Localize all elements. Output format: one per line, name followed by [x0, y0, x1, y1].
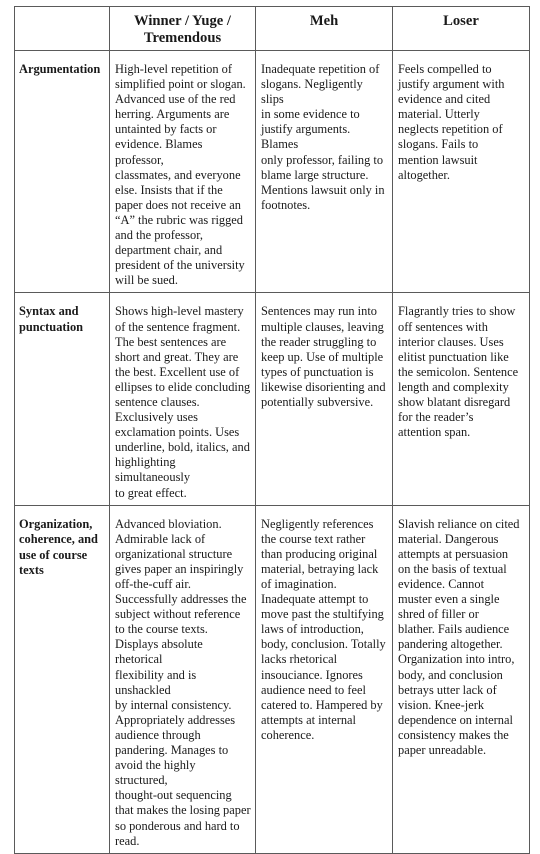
row-header-argumentation: Argumentation [15, 51, 110, 293]
cell-argumentation-winner: High-level repetition of simplified point or slogan. Advanced use of the red herring. Arguments are untainted by facts or evidence. Blames professor, classmates, and everyone else. Insists that if the paper does not receive an “A” the rubric was rigged and the professor, department chair, and president of the university will be sued. [110, 51, 256, 293]
table-row-argumentation [15, 51, 530, 293]
cell-syntax-loser: Flagrantly tries to show off sentences with interior clauses. Uses elitist punctuation like the semicolon. Sentence length and complexity show blatant disregard for the reader’s attention span. [393, 293, 530, 505]
row-header-syntax: Syntax and punctuation [15, 293, 110, 505]
cell-syntax-meh: Sentences may run into multiple clauses, leaving the reader struggling to keep up. Use of multiple types of punctuation is likewise disorienting and potentially subversive. [256, 293, 393, 505]
cell-argumentation-loser: Feels compelled to justify argument with evidence and cited material. Utterly neglects repetition of slogans. Fails to mention lawsuit altogether. [393, 51, 530, 293]
corner-cell [15, 7, 110, 51]
header-row [15, 7, 530, 51]
cell-organization-meh: Negligently references the course text rather than producing original material, betraying lack of imagination. Inadequate attempt to move past the stultifying laws of introduction, body, conclusion. Totally lacks rhetorical insouciance. Ignores audience need to feel catered to. Hampered by attempts at internal coherence. [256, 505, 393, 853]
rubric-table [14, 6, 530, 854]
cell-syntax-winner: Shows high-level mastery of the sentence fragment. The best sentences are short and great. They are the best. Excellent use of ellipses to elide concluding sentence clauses. Exclusively uses exclamation points. Uses underline, bold, italics, and highlighting simultaneously to great effect. [110, 293, 256, 505]
column-header-winner: Winner / Yuge / Tremendous [110, 7, 256, 51]
table-row-syntax [15, 293, 530, 505]
cell-argumentation-meh: Inadequate repetition of slogans. Negligently slips in some evidence to justify arguments. Blames only professor, failing to blame large structure. Mentions lawsuit only in footnotes. [256, 51, 393, 293]
cell-organization-winner: Advanced bloviation. Admirable lack of organizational structure gives paper an inspiringly off-the-cuff air. Successfully addresses the subject without reference to the course texts. Displays absolute rhetorical flexibility and is unshackled by internal consistency. Appropriately addresses audience through pandering. Manages to avoid the highly structured, thought-out sequencing that makes the losing paper so ponderous and hard to read. [110, 505, 256, 853]
row-header-organization: Organization, coherence, and use of course texts [15, 505, 110, 853]
table-row-organization [15, 505, 530, 853]
column-header-meh: Meh [256, 7, 393, 51]
column-header-loser: Loser [393, 7, 530, 51]
cell-organization-loser: Slavish reliance on cited material. Dangerous attempts at persuasion on the basis of textual evidence. Cannot muster even a single shred of filler or blather. Fails audience pandering altogether. Organization into intro, body, and conclusion betrays utter lack of vision. Knee-jerk dependence on internal consistency makes the paper unreadable. [393, 505, 530, 853]
